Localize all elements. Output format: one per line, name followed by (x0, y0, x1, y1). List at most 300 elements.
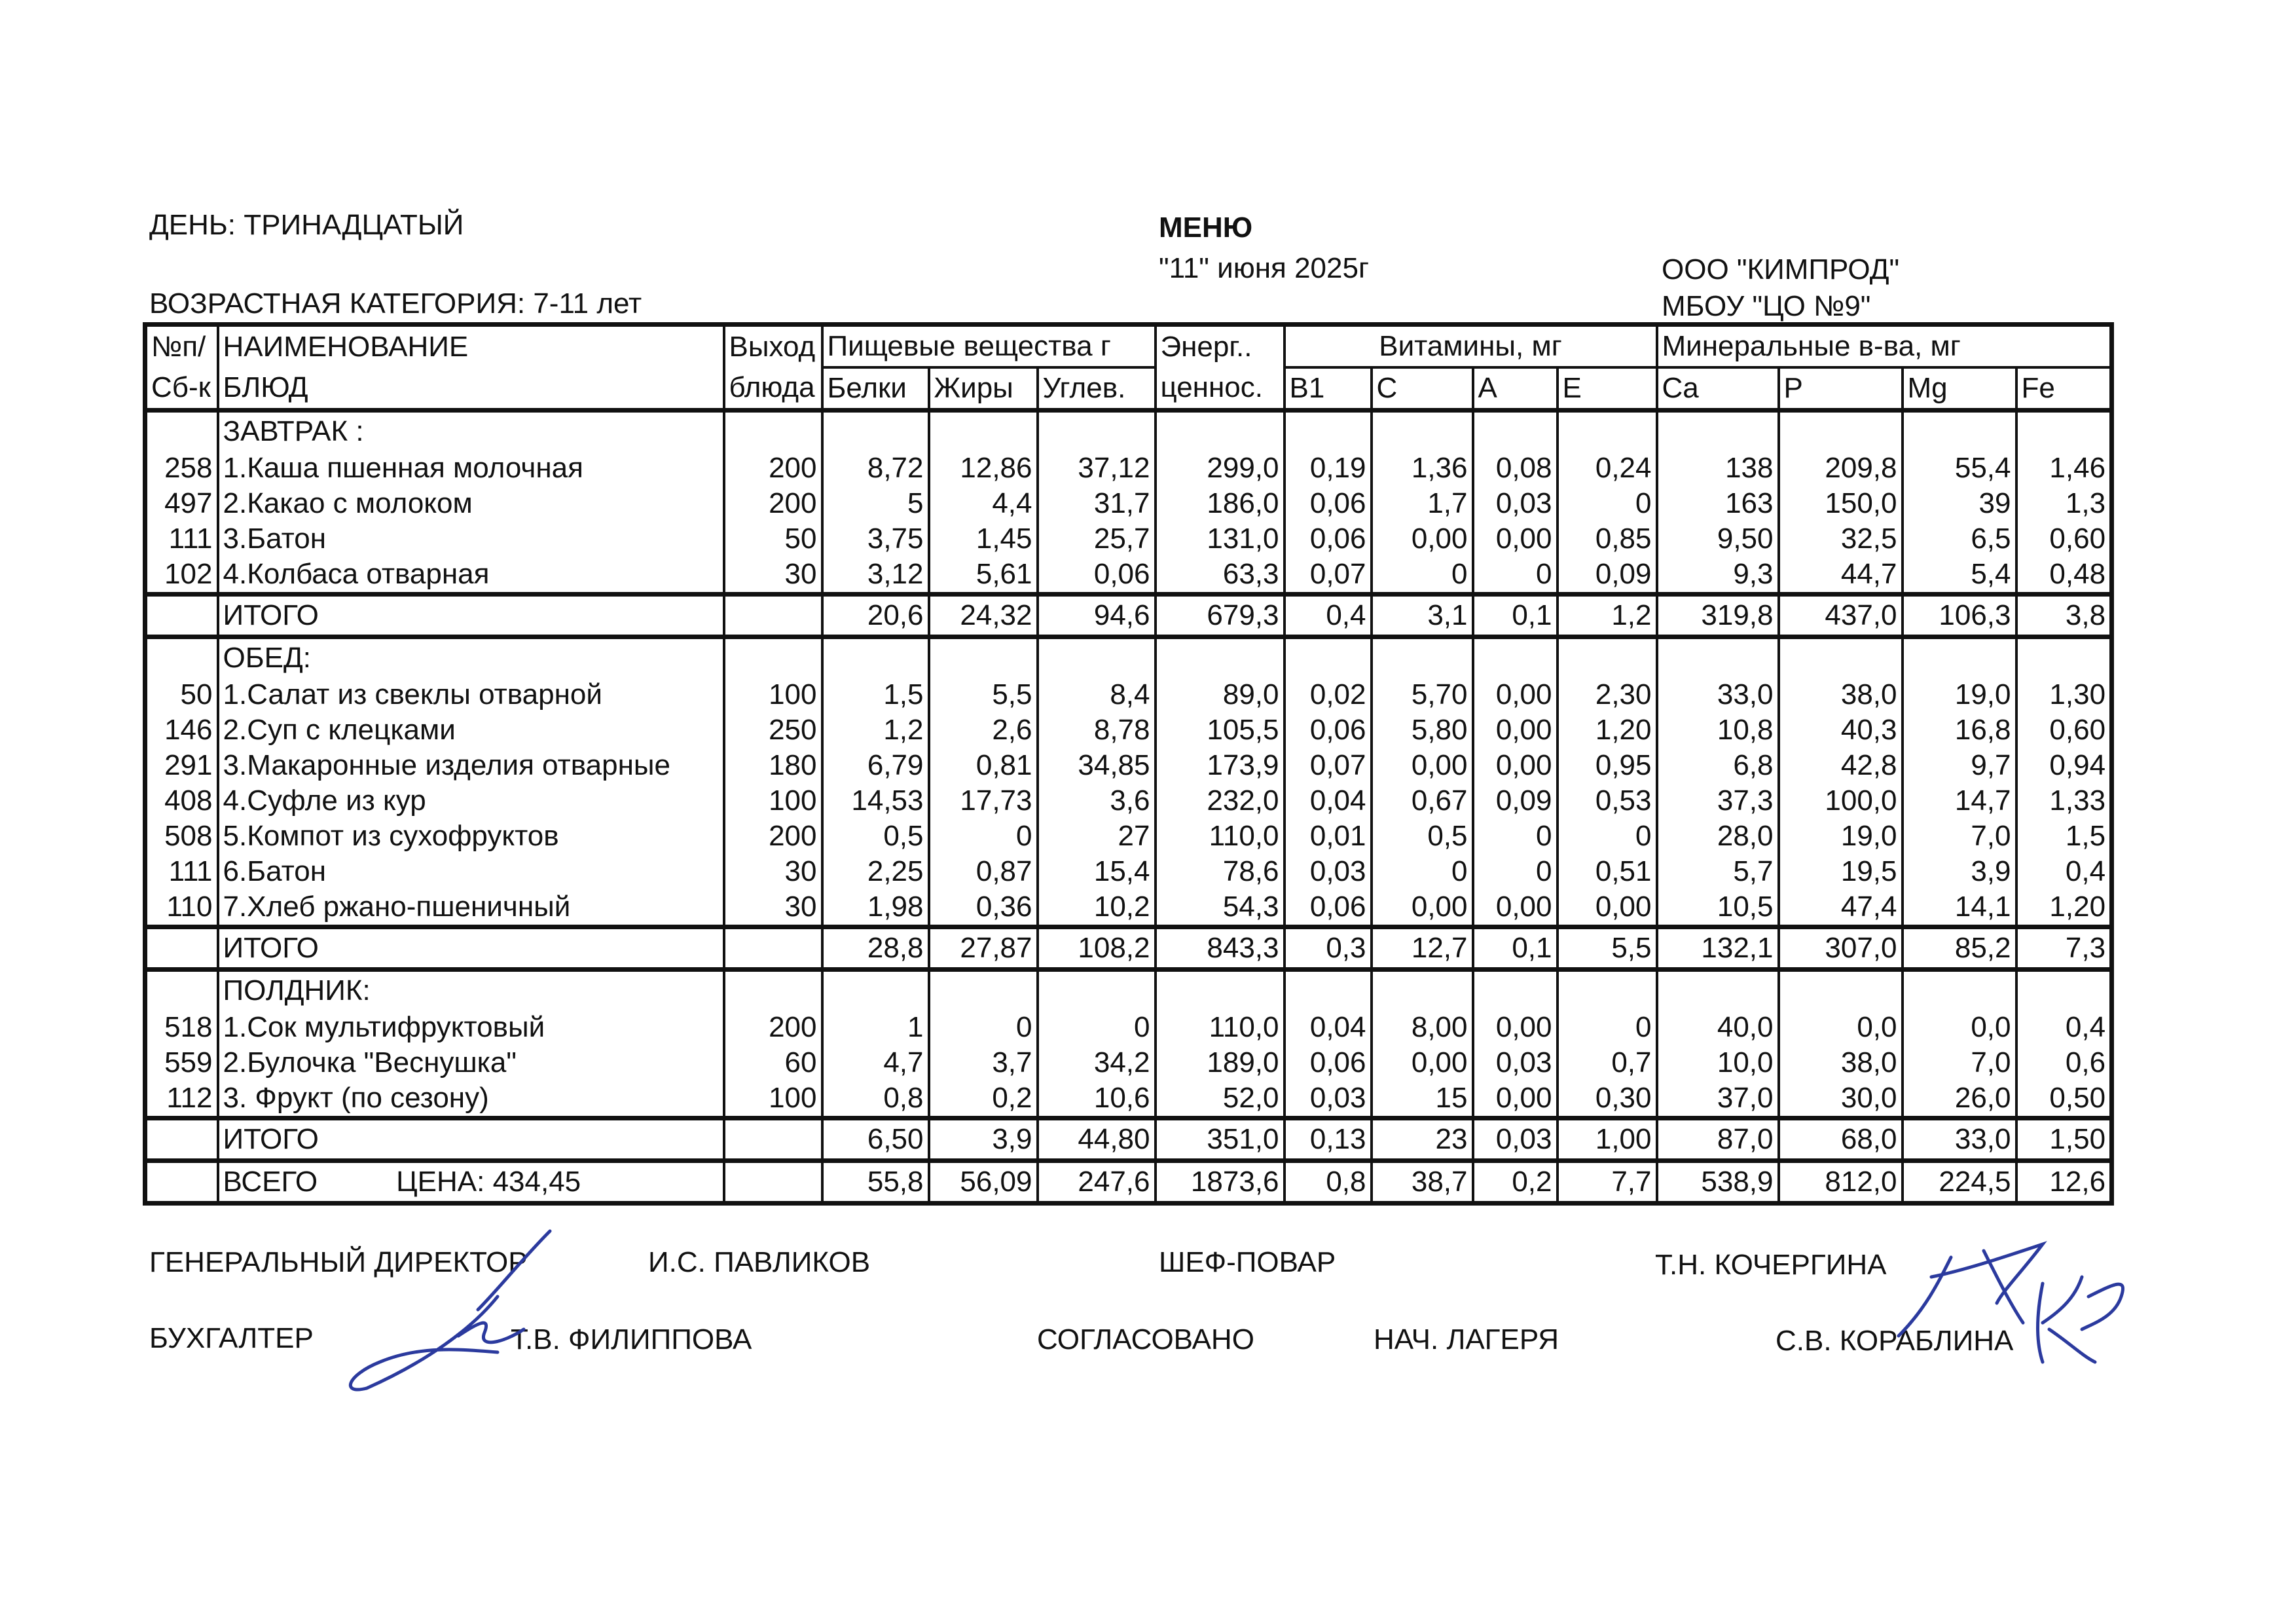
value-cell: 8,00 (1372, 1010, 1473, 1045)
recipe-number: 508 (164, 820, 213, 852)
grand-total-cell: 1873,6 (1156, 1161, 1285, 1204)
recipe-number: 102 (164, 558, 213, 590)
value-cell: 200 (724, 819, 822, 854)
value-cell: 10,2 (1038, 889, 1156, 927)
subtotal-cell: 0,03 (1473, 1118, 1558, 1161)
empty-cell (822, 411, 929, 451)
empty-cell (1285, 411, 1372, 451)
recipe-number: 146 (164, 714, 213, 746)
value-cell: 0,02 (1285, 677, 1372, 712)
value-cell: 63,3 (1156, 557, 1285, 595)
grand-total-body (145, 1161, 2112, 1204)
col-ca-header: Ca (1657, 367, 1779, 411)
value-cell: 38,0 (1779, 1045, 1903, 1080)
value-cell: 1,5 (822, 677, 929, 712)
dish-name: 1.Салат из свеклы отварной (218, 677, 724, 712)
subtotal-cell: 87,0 (1657, 1118, 1779, 1161)
value-cell: 44,7 (1779, 557, 1903, 595)
value-cell: 0,00 (1558, 889, 1657, 927)
grand-total-cell: 247,6 (1038, 1161, 1156, 1204)
empty-cell (1779, 637, 1903, 678)
empty-cell (822, 970, 929, 1010)
agreed-label: СОГЛАСОВАНО (1037, 1323, 1254, 1356)
empty-cell (1285, 637, 1372, 678)
value-cell: 0,07 (1285, 748, 1372, 783)
dish-name: 3. Фрукт (по сезону) (218, 1080, 724, 1118)
empty-cell (1558, 411, 1657, 451)
dish-name: 2.Суп с клецками (218, 712, 724, 748)
subtotal-cell: 843,3 (1156, 927, 1285, 970)
value-cell: 17,73 (929, 783, 1038, 819)
section-title-row (145, 411, 2112, 451)
value-cell: 0 (1372, 854, 1473, 889)
grand-total-row (145, 1161, 2112, 1204)
empty-cell (145, 637, 218, 678)
empty-cell (1473, 970, 1558, 1010)
camp-head-name: С.В. КОРАБЛИНА (1776, 1325, 2014, 1357)
value-cell: 0,06 (1285, 712, 1372, 748)
value-cell: 0,00 (1372, 521, 1473, 557)
subtotal-cell: 23 (1372, 1118, 1473, 1161)
value-cell: 0,94 (2016, 748, 2112, 783)
table-row (145, 819, 2112, 854)
subtotal-cell: 1,50 (2016, 1118, 2112, 1161)
value-cell: 1 (822, 1010, 929, 1045)
subtotal-cell: 0,1 (1473, 927, 1558, 970)
section-title: ЗАВТРАК : (218, 411, 724, 451)
dish-name: 5.Компот из сухофруктов (218, 819, 724, 854)
col-yield-header-2: блюда (724, 367, 822, 411)
value-cell: 5 (822, 486, 929, 521)
value-cell: 37,0 (1657, 1080, 1779, 1118)
empty-cell (145, 411, 218, 451)
value-cell: 0,67 (1372, 783, 1473, 819)
value-cell: 1,98 (822, 889, 929, 927)
value-cell: 0,8 (822, 1080, 929, 1118)
value-cell: 1,7 (1372, 486, 1473, 521)
value-cell: 180 (724, 748, 822, 783)
subtotal-cell: 319,8 (1657, 595, 1779, 637)
grand-total-cell: 38,7 (1372, 1161, 1473, 1204)
table-row (145, 748, 2112, 783)
menu-title: МЕНЮ (1159, 212, 1253, 244)
subtotal-label: ИТОГО (218, 927, 724, 970)
chef-title: ШЕФ-ПОВАР (1159, 1246, 1336, 1278)
subtotal-cell: 106,3 (1903, 595, 2016, 637)
table-row (145, 889, 2112, 927)
value-cell: 30,0 (1779, 1080, 1903, 1118)
value-cell: 200 (724, 1010, 822, 1045)
col-energy-header-2: ценнос. (1156, 367, 1285, 411)
value-cell: 0,0 (1903, 1010, 2016, 1045)
value-cell: 10,0 (1657, 1045, 1779, 1080)
subtotal-cell: 3,1 (1372, 595, 1473, 637)
value-cell: 50 (724, 521, 822, 557)
value-cell: 3,6 (1038, 783, 1156, 819)
value-cell: 34,2 (1038, 1045, 1156, 1080)
value-cell: 0,00 (1473, 677, 1558, 712)
value-cell: 30 (724, 889, 822, 927)
col-protein-header: Белки (822, 367, 929, 411)
value-cell: 25,7 (1038, 521, 1156, 557)
value-cell: 0,7 (1558, 1045, 1657, 1080)
accountant-name: Т.В. ФИЛИППОВА (511, 1323, 752, 1356)
value-cell: 0,01 (1285, 819, 1372, 854)
grand-total-num (145, 1161, 218, 1204)
value-cell: 0,36 (929, 889, 1038, 927)
dish-name: 2.Булочка "Веснушка" (218, 1045, 724, 1080)
recipe-number: 291 (164, 749, 213, 781)
empty-cell (1156, 411, 1285, 451)
value-cell: 15 (1372, 1080, 1473, 1118)
empty-cell (2016, 970, 2112, 1010)
value-cell: 1,20 (2016, 889, 2112, 927)
value-cell: 15,4 (1038, 854, 1156, 889)
col-name-header-2: БЛЮД (218, 367, 724, 411)
value-cell: 0,06 (1285, 889, 1372, 927)
grand-total-cell: 56,09 (929, 1161, 1038, 1204)
subtotal-cell: 108,2 (1038, 927, 1156, 970)
grand-total-cell: 538,9 (1657, 1161, 1779, 1204)
value-cell: 0,03 (1285, 1080, 1372, 1118)
value-cell: 0 (1372, 557, 1473, 595)
subtotal-cell: 44,80 (1038, 1118, 1156, 1161)
value-cell: 10,6 (1038, 1080, 1156, 1118)
value-cell: 0,00 (1372, 748, 1473, 783)
subtotal-cell (724, 927, 822, 970)
value-cell: 8,4 (1038, 677, 1156, 712)
value-cell: 100 (724, 677, 822, 712)
value-cell: 0,04 (1285, 1010, 1372, 1045)
value-cell: 10,8 (1657, 712, 1779, 748)
value-cell: 9,3 (1657, 557, 1779, 595)
value-cell: 89,0 (1156, 677, 1285, 712)
value-cell: 55,4 (1903, 451, 2016, 486)
signature-stroke (2038, 1277, 2123, 1362)
empty-cell (1156, 970, 1285, 1010)
table-row (145, 783, 2112, 819)
subtotal-cell: 20,6 (822, 595, 929, 637)
dish-name: 4.Суфле из кур (218, 783, 724, 819)
value-cell: 0,4 (2016, 854, 2112, 889)
value-cell: 5,70 (1372, 677, 1473, 712)
value-cell: 0,00 (1473, 1010, 1558, 1045)
subtotal-cell (724, 595, 822, 637)
value-cell: 28,0 (1657, 819, 1779, 854)
value-cell: 1,36 (1372, 451, 1473, 486)
value-cell: 0,30 (1558, 1080, 1657, 1118)
value-cell: 1,5 (2016, 819, 2112, 854)
value-cell: 10,5 (1657, 889, 1779, 927)
subtotal-cell: 27,87 (929, 927, 1038, 970)
subtotal-cell: 85,2 (1903, 927, 2016, 970)
value-cell: 0,00 (1473, 1080, 1558, 1118)
subtotal-row (145, 1118, 2112, 1161)
empty-cell (1657, 411, 1779, 451)
value-cell: 5,4 (1903, 557, 2016, 595)
col-a-header: A (1473, 367, 1558, 411)
grand-total-cell: 224,5 (1903, 1161, 2016, 1204)
value-cell: 0,6 (2016, 1045, 2112, 1080)
subtotal-cell: 5,5 (1558, 927, 1657, 970)
value-cell: 52,0 (1156, 1080, 1285, 1118)
recipe-number: 408 (164, 784, 213, 817)
value-cell: 37,3 (1657, 783, 1779, 819)
table-row (145, 557, 2112, 595)
col-num-header-2: Сб-к (145, 367, 218, 411)
value-cell: 0,50 (2016, 1080, 2112, 1118)
value-cell: 16,8 (1903, 712, 2016, 748)
col-fe-header: Fe (2016, 367, 2112, 411)
value-cell: 30 (724, 854, 822, 889)
subtotal-cell: 1,00 (1558, 1118, 1657, 1161)
value-cell: 60 (724, 1045, 822, 1080)
value-cell: 0 (929, 819, 1038, 854)
empty-cell (145, 970, 218, 1010)
empty-cell (1156, 637, 1285, 678)
empty-cell (1038, 411, 1156, 451)
value-cell: 200 (724, 451, 822, 486)
empty-cell (1372, 637, 1473, 678)
value-cell: 0,00 (1372, 1045, 1473, 1080)
value-cell: 0,00 (1473, 521, 1558, 557)
recipe-number: 559 (164, 1046, 213, 1079)
value-cell: 26,0 (1903, 1080, 2016, 1118)
empty-cell (1903, 970, 2016, 1010)
empty-cell (822, 637, 929, 678)
table-row (145, 486, 2112, 521)
col-num-header: №п/ (151, 331, 206, 363)
col-e-header: E (1558, 367, 1657, 411)
subtotal-cell: 12,7 (1372, 927, 1473, 970)
value-cell: 0 (1473, 854, 1558, 889)
value-cell: 34,85 (1038, 748, 1156, 783)
subtotal-label: ИТОГО (218, 1118, 724, 1161)
value-cell: 131,0 (1156, 521, 1285, 557)
subtotal-cell: 0,3 (1285, 927, 1372, 970)
value-cell: 0 (1558, 486, 1657, 521)
table-row (145, 854, 2112, 889)
chef-name: Т.Н. КОЧЕРГИНА (1655, 1249, 1887, 1281)
value-cell: 9,50 (1657, 521, 1779, 557)
value-cell: 0,51 (1558, 854, 1657, 889)
value-cell: 5,7 (1657, 854, 1779, 889)
value-cell: 150,0 (1779, 486, 1903, 521)
value-cell: 47,4 (1779, 889, 1903, 927)
camp-head-title: НАЧ. ЛАГЕРЯ (1374, 1323, 1559, 1356)
empty-cell (1903, 637, 2016, 678)
empty-cell (1038, 637, 1156, 678)
value-cell: 38,0 (1779, 677, 1903, 712)
value-cell: 3,75 (822, 521, 929, 557)
value-cell: 0,00 (1473, 748, 1558, 783)
value-cell: 232,0 (1156, 783, 1285, 819)
value-cell: 100 (724, 783, 822, 819)
value-cell: 0,60 (2016, 712, 2112, 748)
director-name: И.С. ПАВЛИКОВ (648, 1246, 871, 1278)
empty-cell (1657, 637, 1779, 678)
value-cell: 0,5 (822, 819, 929, 854)
col-vitamins-header: Витамины, мг (1285, 325, 1657, 368)
dish-name: 7.Хлеб ржано-пшеничный (218, 889, 724, 927)
subtotal-label: ИТОГО (218, 595, 724, 637)
table-row (145, 1045, 2112, 1080)
value-cell: 1,46 (2016, 451, 2112, 486)
subtotal-cell: 0,1 (1473, 595, 1558, 637)
value-cell: 31,7 (1038, 486, 1156, 521)
subtotal-cell (145, 927, 218, 970)
subtotal-cell (145, 595, 218, 637)
recipe-number: 111 (168, 855, 213, 887)
menu-date: "11" июня 2025г (1159, 252, 1369, 284)
value-cell: 110,0 (1156, 1010, 1285, 1045)
grand-total-cell: 12,6 (2016, 1161, 2112, 1204)
dish-name: 3.Батон (218, 521, 724, 557)
subtotal-cell: 132,1 (1657, 927, 1779, 970)
value-cell: 1,20 (1558, 712, 1657, 748)
value-cell: 0,04 (1285, 783, 1372, 819)
value-cell: 0,06 (1038, 557, 1156, 595)
value-cell: 0,19 (1285, 451, 1372, 486)
recipe-number: 497 (164, 487, 213, 519)
subtotal-cell: 0,13 (1285, 1118, 1372, 1161)
value-cell: 54,3 (1156, 889, 1285, 927)
empty-cell (1038, 970, 1156, 1010)
value-cell: 19,5 (1779, 854, 1903, 889)
subtotal-cell: 1,2 (1558, 595, 1657, 637)
dish-name: 1.Сок мультифруктовый (218, 1010, 724, 1045)
value-cell: 0,03 (1473, 486, 1558, 521)
value-cell: 6,8 (1657, 748, 1779, 783)
value-cell: 5,80 (1372, 712, 1473, 748)
value-cell: 2,30 (1558, 677, 1657, 712)
grand-total-label-cell (218, 1161, 724, 1204)
value-cell: 1,30 (2016, 677, 2112, 712)
value-cell: 6,5 (1903, 521, 2016, 557)
value-cell: 42,8 (1779, 748, 1903, 783)
value-cell: 39 (1903, 486, 2016, 521)
subtotal-cell (724, 1118, 822, 1161)
value-cell: 19,0 (1903, 677, 2016, 712)
value-cell: 3,12 (822, 557, 929, 595)
director-signature (327, 1218, 589, 1401)
col-p-header: P (1779, 367, 1903, 411)
value-cell: 0,09 (1558, 557, 1657, 595)
col-name-header: НАИМЕНОВАНИЕ (218, 325, 724, 368)
value-cell: 0,53 (1558, 783, 1657, 819)
empty-cell (724, 637, 822, 678)
grand-total-cell: 0,2 (1473, 1161, 1558, 1204)
table-row (145, 451, 2112, 486)
value-cell: 7,0 (1903, 819, 2016, 854)
value-cell: 5,61 (929, 557, 1038, 595)
value-cell: 0,07 (1285, 557, 1372, 595)
value-cell: 100 (724, 1080, 822, 1118)
col-fat-header: Жиры (929, 367, 1038, 411)
empty-cell (929, 970, 1038, 1010)
recipe-number: 258 (164, 452, 213, 484)
subtotal-cell: 6,50 (822, 1118, 929, 1161)
dish-name: 4.Колбаса отварная (218, 557, 724, 595)
value-cell: 110,0 (1156, 819, 1285, 854)
value-cell: 105,5 (1156, 712, 1285, 748)
value-cell: 0 (1558, 1010, 1657, 1045)
empty-cell (2016, 411, 2112, 451)
value-cell: 0 (1038, 1010, 1156, 1045)
section-title-row (145, 637, 2112, 678)
table-row (145, 712, 2112, 748)
section-title-row (145, 970, 2112, 1010)
value-cell: 0,60 (2016, 521, 2112, 557)
signature-stroke (350, 1231, 550, 1390)
empty-cell (1657, 970, 1779, 1010)
grand-total-yield (724, 1161, 822, 1204)
subtotal-cell: 351,0 (1156, 1118, 1285, 1161)
value-cell: 173,9 (1156, 748, 1285, 783)
value-cell: 0,03 (1473, 1045, 1558, 1080)
empty-cell (1285, 970, 1372, 1010)
value-cell: 0 (1473, 819, 1558, 854)
signature-stroke (1899, 1244, 2043, 1336)
empty-cell (1779, 411, 1903, 451)
col-c-header: C (1372, 367, 1473, 411)
value-cell: 78,6 (1156, 854, 1285, 889)
value-cell: 3,7 (929, 1045, 1038, 1080)
value-cell: 299,0 (1156, 451, 1285, 486)
value-cell: 186,0 (1156, 486, 1285, 521)
value-cell: 9,7 (1903, 748, 2016, 783)
subtotal-cell: 94,6 (1038, 595, 1156, 637)
accountant-title: БУХГАЛТЕР (149, 1322, 314, 1354)
empty-cell (929, 637, 1038, 678)
value-cell: 189,0 (1156, 1045, 1285, 1080)
empty-cell (2016, 637, 2112, 678)
recipe-number: 112 (166, 1082, 213, 1114)
value-cell: 14,1 (1903, 889, 2016, 927)
recipe-number: 111 (168, 523, 213, 555)
value-cell: 40,3 (1779, 712, 1903, 748)
value-cell: 4,4 (929, 486, 1038, 521)
value-cell: 4,7 (822, 1045, 929, 1080)
value-cell: 0,03 (1285, 854, 1372, 889)
subtotal-cell: 437,0 (1779, 595, 1903, 637)
empty-cell (1473, 411, 1558, 451)
recipe-number: 110 (166, 891, 213, 923)
value-cell: 27 (1038, 819, 1156, 854)
value-cell: 209,8 (1779, 451, 1903, 486)
value-cell: 32,5 (1779, 521, 1903, 557)
menu-table (143, 322, 2114, 1206)
subtotal-cell: 679,3 (1156, 595, 1285, 637)
col-minerals-header: Минеральные в-ва, мг (1657, 325, 2112, 368)
camp-head-signature (2023, 1257, 2141, 1375)
subtotal-cell: 307,0 (1779, 927, 1903, 970)
grand-total-cell: 812,0 (1779, 1161, 1903, 1204)
value-cell: 0,95 (1558, 748, 1657, 783)
menu-body (145, 411, 2112, 1161)
value-cell: 0,0 (1779, 1010, 1903, 1045)
dish-name: 1.Каша пшенная молочная (218, 451, 724, 486)
grand-total-cell: 0,8 (1285, 1161, 1372, 1204)
section-title: ОБЕД: (218, 637, 724, 678)
dish-name: 6.Батон (218, 854, 724, 889)
table-row (145, 521, 2112, 557)
value-cell: 2,6 (929, 712, 1038, 748)
subtotal-cell: 3,9 (929, 1118, 1038, 1161)
empty-cell (1372, 970, 1473, 1010)
grand-total-label: ВСЕГО (223, 1166, 318, 1198)
value-cell: 0,48 (2016, 557, 2112, 595)
